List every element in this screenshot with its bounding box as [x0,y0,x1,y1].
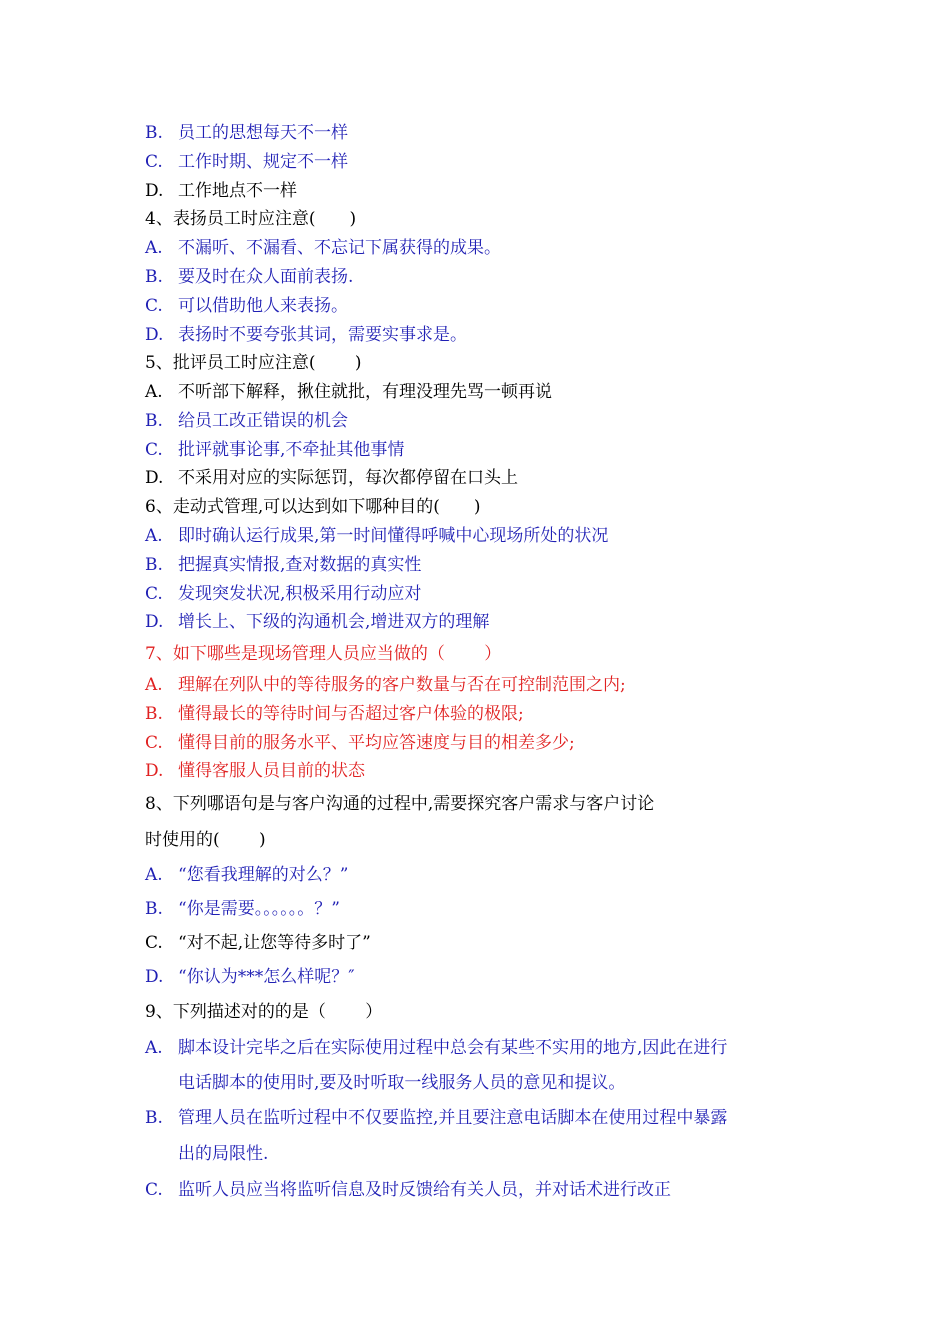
option-b: B. 把握真实情报,查对数据的真实性 [145,555,422,575]
option-b: B. 员工的思想每天不一样 [145,123,348,143]
option-c: C. 工作时期、规定不一样 [145,152,348,172]
question-6: 6、走动式管理,可以达到如下哪种目的( ) [145,497,481,517]
option-b: B. 要及时在众人面前表扬. [145,267,354,287]
option-a: A. 即时确认运行成果,第一时间懂得呼喊中心现场所处的状况 [145,526,609,546]
option-a: A. 不听部下解释，揪住就批，有理没理先骂一顿再说 [145,382,552,402]
option-d: D. “你认为***怎么样呢？″ [145,967,355,987]
option-d: D. 增长上、下级的沟通机会,增进双方的理解 [145,612,490,632]
option-c: C. “对不起,让您等待多时了” [145,933,371,953]
option-b: B. 懂得最长的等待时间与否超过客户体验的极限; [145,704,524,724]
question-8: 8、下列哪语句是与客户沟通的过程中,需要探究客户需求与客户讨论 [145,794,655,814]
question-7: 7、如下哪些是现场管理人员应当做的（ ） [145,644,502,664]
option-d: D. 懂得客服人员目前的状态 [145,761,365,781]
option-b: B. “你是需要。。。。。。？” [145,899,340,919]
option-a-continued: 电话脚本的使用时,要及时听取一线服务人员的意见和提议。 [178,1073,626,1093]
option-c: C. 批评就事论事,不牵扯其他事情 [145,440,405,460]
option-c: C. 可以借助他人来表扬。 [145,296,348,316]
question-9: 9、下列描述对的的是（ ） [145,1002,383,1022]
option-d: D. 不采用对应的实际惩罚，每次都停留在口头上 [145,468,518,488]
question-8-continued: 时使用的( ) [145,830,266,850]
option-c: C. 懂得目前的服务水平、平均应答速度与目的相差多少; [145,733,575,753]
option-c: C. 监听人员应当将监听信息及时反馈给有关人员，并对话术进行改正 [145,1180,671,1200]
option-b-continued: 出的局限性. [178,1144,269,1164]
question-5: 5、批评员工时应注意( ) [145,353,362,373]
option-b: B. 管理人员在监听过程中不仅要监控,并且要注意电话脚本在使用过程中暴露 [145,1108,728,1128]
option-c: C. 发现突发状况,积极采用行动应对 [145,584,422,604]
option-d: D. 表扬时不要夸张其词，需要实事求是。 [145,325,467,345]
option-b: B. 给员工改正错误的机会 [145,411,348,431]
option-a: A. 不漏听、不漏看、不忘记下属获得的成果。 [145,238,501,258]
option-d: D. 工作地点不一样 [145,181,297,201]
question-4: 4、表扬员工时应注意( ) [145,209,357,229]
option-a: A. “您看我理解的对么？” [145,865,349,885]
option-a: A. 脚本设计完毕之后在实际使用过程中总会有某些不实用的地方,因此在进行 [145,1038,728,1058]
option-a: A. 理解在列队中的等待服务的客户数量与否在可控制范围之内; [145,675,626,695]
